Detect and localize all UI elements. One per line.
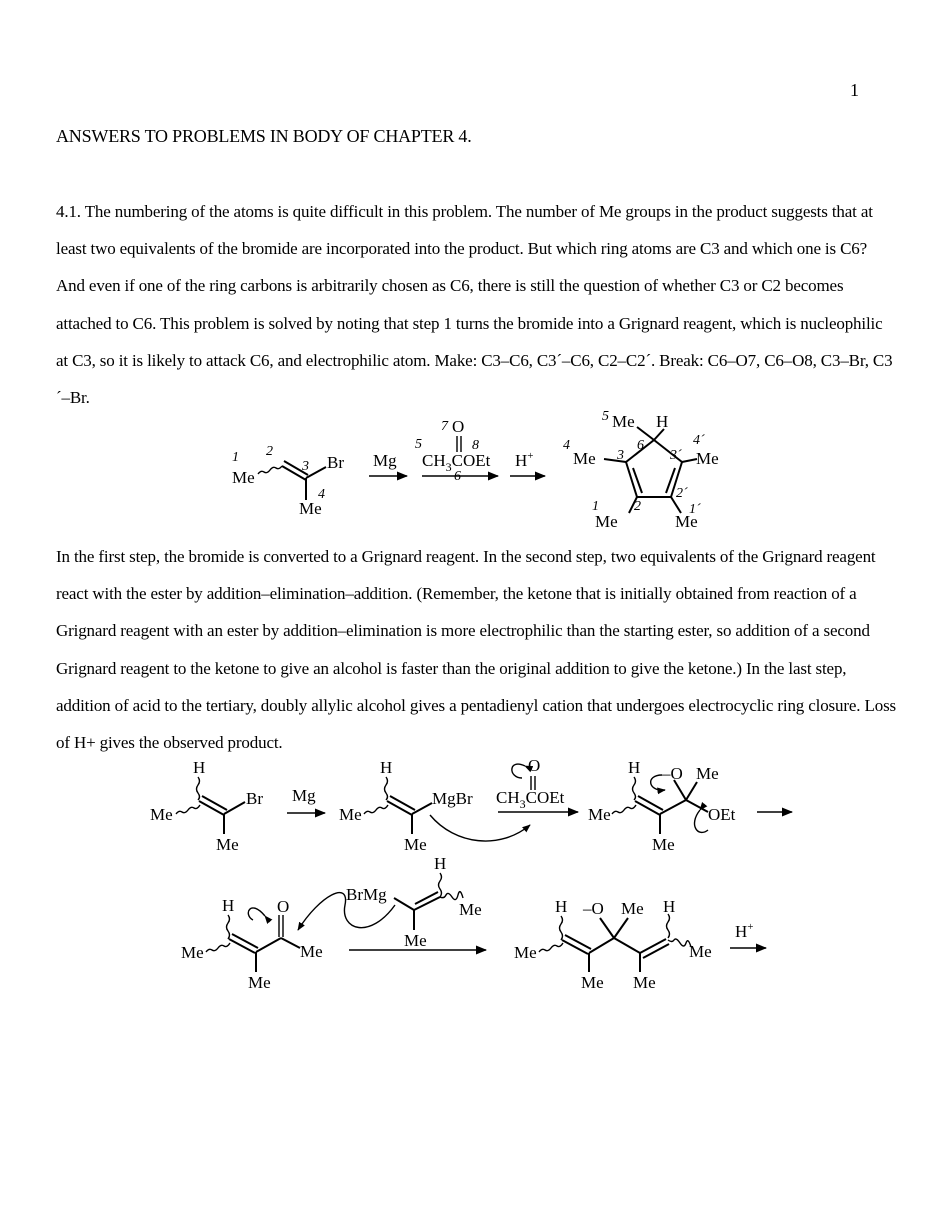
scheme1-me1: Me bbox=[232, 468, 255, 487]
paragraph-explanation: In the first step, the bromide is converted to a Grignard reagent. In the second step, two equivalents of the Grignard reagent react with the ester by addition–elimination–addition. (Remember, the ketone that is initially obtained from reaction of a Grignard reagent with an ester by addition–elimination is more electrophilic than the starting ester, so addition of a second Grignard reagent to the ketone to give an alcohol is faster than the original addition to give the ketone.) In the last step, addition of acid to the tertiary, doubly allylic alcohol gives a pentadienyl cation that undergoes electrocyclic ring closure. Loss of H+ gives the observed product. bbox=[56, 547, 896, 753]
scheme3-k-me-bot: Me bbox=[248, 973, 271, 992]
scheme2-mg: Mg bbox=[292, 786, 316, 805]
scheme1-p-num6: 6 bbox=[637, 438, 644, 453]
scheme1-num2: 2 bbox=[266, 444, 273, 459]
scheme3-a-me-b2: Me bbox=[633, 973, 656, 992]
scheme1-num6: 6 bbox=[454, 469, 461, 484]
scheme1-product bbox=[563, 409, 719, 531]
scheme1-p-num4p: 4´ bbox=[693, 433, 705, 448]
scheme2-s3-me-bot: Me bbox=[652, 835, 675, 854]
scheme2-s2-me2: Me bbox=[404, 835, 427, 854]
scheme2-s1-br: Br bbox=[246, 789, 263, 808]
scheme2-s2-h: H bbox=[380, 758, 393, 777]
scheme1-step-ester bbox=[415, 417, 498, 484]
scheme3-acid-h: H+ bbox=[735, 921, 754, 941]
scheme1-p-num4: 4 bbox=[563, 438, 570, 453]
scheme1-p-me5: Me bbox=[612, 412, 635, 431]
scheme1-p-num2p: 2´ bbox=[676, 486, 688, 501]
scheme3-a-me-left: Me bbox=[514, 943, 537, 962]
scheme2-s3-h: H bbox=[628, 758, 641, 777]
scheme3-g-me-right: Me bbox=[459, 900, 482, 919]
scheme1-p-h: H bbox=[656, 412, 669, 431]
scheme1-p-num1p: 1´ bbox=[689, 502, 701, 517]
scheme1-me2: Me bbox=[299, 499, 322, 518]
scheme2-s1-me2: Me bbox=[216, 835, 239, 854]
scheme3-ketone bbox=[181, 896, 323, 992]
scheme2-s1-h: H bbox=[193, 758, 206, 777]
scheme1-num3: 3 bbox=[302, 459, 309, 474]
scheme3-k-me-right: Me bbox=[300, 942, 323, 961]
scheme3-a-h1: H bbox=[555, 897, 568, 916]
scheme2-ester-o: O bbox=[528, 756, 541, 775]
scheme2-s2-mgbr: MgBr bbox=[432, 789, 473, 808]
scheme3-a-o: –O bbox=[583, 899, 604, 918]
scheme1-step-mg bbox=[369, 451, 407, 476]
scheme3-k-me-left: Me bbox=[181, 943, 204, 962]
scheme1-reactant bbox=[232, 444, 344, 518]
scheme2-tetrahedral-intermediate bbox=[588, 758, 792, 854]
scheme1-p-me-right: Me bbox=[696, 449, 719, 468]
scheme1-num7: 7 bbox=[441, 419, 448, 434]
paragraph-problem-4-1: 4.1. The numbering of the atoms is quite difficult in this problem. The number of Me groups in the product suggests that at least two equivalents of the bromide are incorporated into the product. But which ring atoms are C3 and which one is C6? And even if one of the ring carbons is arbitrarily chosen as C6, there is still the question of whether C3 or C2 becomes attached to C6. This problem is solved by noting that step 1 turns the bromide into a Grignard reagent, which is nucleophilic at C3, so it is likely to attack C6, and electrophilic atom. Make: C3–C6, C3´–C6, C2–C2´. Break: C6–O7, C6–O8, C3–Br, C3´–Br. bbox=[56, 202, 893, 408]
scheme2-s2-me: Me bbox=[339, 805, 362, 824]
scheme2-s3-me-left: Me bbox=[588, 805, 611, 824]
scheme1-p-me-br: Me bbox=[675, 512, 698, 531]
scheme2-vinyl-bromide bbox=[150, 758, 263, 854]
scheme2-step-ester bbox=[496, 756, 578, 812]
scheme3-a-me-right: Me bbox=[689, 942, 712, 961]
scheme1-p-me-left: Me bbox=[573, 449, 596, 468]
scheme2-ester-formula: $CH_3COEt$ bbox=[496, 788, 565, 811]
scheme3-a-me-top: Me bbox=[621, 899, 644, 918]
page-title: ANSWERS TO PROBLEMS IN BODY OF CHAPTER 4. bbox=[56, 126, 472, 146]
scheme1-num8: 8 bbox=[472, 438, 479, 453]
scheme3-g-h: H bbox=[434, 854, 447, 873]
scheme2-s3-me: Me bbox=[696, 764, 719, 783]
page-number: 1 bbox=[850, 80, 859, 100]
scheme3-g-me-bot: Me bbox=[404, 931, 427, 950]
scheme1-ester-formula: $CH_3COEt$ bbox=[422, 451, 491, 474]
scheme1-acid-h: H+ bbox=[515, 450, 534, 470]
scheme3-k-o: O bbox=[277, 897, 290, 916]
scheme1-br: Br bbox=[327, 453, 344, 472]
scheme1-num1: 1 bbox=[232, 450, 239, 465]
scheme1-p-num5: 5 bbox=[602, 409, 609, 424]
scheme3-g-brmg: BrMg bbox=[346, 885, 387, 904]
scheme2-step-mg bbox=[287, 786, 325, 813]
scheme1-p-num2: 2 bbox=[634, 499, 641, 514]
scheme2-s1-me: Me bbox=[150, 805, 173, 824]
scheme1-ester-o: O bbox=[452, 417, 465, 436]
scheme1-step-acid bbox=[510, 450, 545, 476]
scheme1-p-num1: 1 bbox=[592, 499, 599, 514]
scheme3-alkoxide bbox=[514, 897, 712, 992]
scheme2-s3-o: –O bbox=[662, 764, 683, 783]
scheme3-grignard bbox=[298, 854, 482, 950]
scheme3-step-acid bbox=[730, 921, 766, 948]
scheme1-reagent-mg: Mg bbox=[373, 451, 397, 470]
scheme1-num4: 4 bbox=[318, 487, 325, 502]
scheme3-k-h: H bbox=[222, 896, 235, 915]
scheme3-a-me-b1: Me bbox=[581, 973, 604, 992]
scheme2-s3-oet: OEt bbox=[708, 805, 736, 824]
scheme1-p-num3p: 3´ bbox=[670, 448, 682, 463]
scheme1-num5: 5 bbox=[415, 437, 422, 452]
scheme1-p-me-bl: Me bbox=[595, 512, 618, 531]
scheme1-p-num3: 3 bbox=[617, 448, 624, 463]
scheme3-a-h2: H bbox=[663, 897, 676, 916]
